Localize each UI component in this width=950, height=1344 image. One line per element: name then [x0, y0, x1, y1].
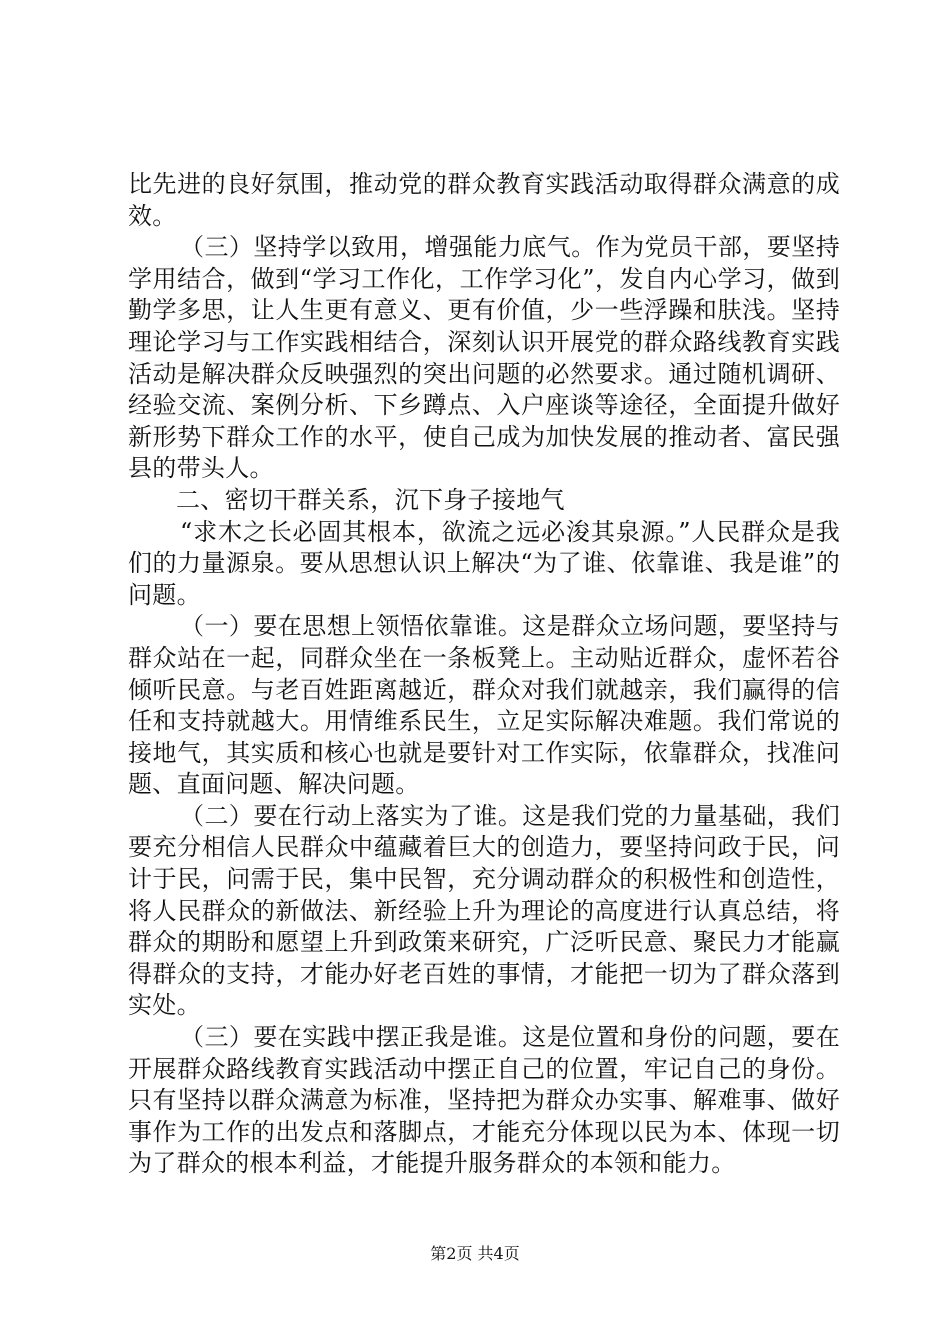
paragraph-quote-intro: “求木之长必固其根本，欲流之远必浚其泉源。”人民群众是我们的力量源泉。要从思想认识上解决“为了谁、依靠谁、我是谁”的问题。 [128, 517, 840, 609]
document-body [128, 169, 840, 1180]
section-heading-2: 二、密切干群关系，沉下身子接地气 [176, 485, 565, 514]
paragraph-item-1-rely-on-whom: （一）要在思想上领悟依靠谁。这是群众立场问题，要坚持与群众站在一起，同群众坐在一条板凳上。主动贴近群众，虚怀若谷倾听民意。与老百姓距离越近，群众对我们就越亲，我们赢得的信任和支持就越大。用情维系民生，立足实际解决难题。我们常说的接地气，其实质和核心也就是要针对工作实际，依靠群众，找准问题、直面问题、解决问题。 [128, 612, 840, 799]
paragraph-item-2-for-whom: （二）要在行动上落实为了谁。这是我们党的力量基础，我们要充分相信人民群众中蕴藏着巨大的创造力，要坚持问政于民，问计于民，问需于民，集中民智，充分调动群众的积极性和创造性，将人民群众的新做法、新经验上升为理论的高度进行认真总结，将群众的期盼和愿望上升到政策来研究，广泛听民意、聚民力才能赢得群众的支持，才能办好老百姓的事情，才能把一切为了群众落到实处。 [128, 801, 840, 1020]
paragraph-item-3-who-am-i: （三）要在实践中摆正我是谁。这是位置和身份的问题，要在开展群众路线教育实践活动中摆正自己的位置，牢记自己的身份。只有坚持以群众满意为标准，坚持把为群众办实事、解难事、做好事作为工作的出发点和落脚点，才能充分体现以民为本、体现一切为了群众的根本利益，才能提升服务群众的本领和能力。 [128, 1023, 840, 1178]
page-footer [0, 1244, 950, 1264]
paragraph-continuation: 比先进的良好氛围，推动党的群众教育实践活动取得群众满意的成效。 [128, 170, 840, 230]
page-indicator: 第2页 共4页 [430, 1244, 520, 1263]
paragraph-section-3-apply-learning: （三）坚持学以致用，增强能力底气。作为党员干部，要坚持学用结合，做到“学习工作化，工作学习化”，发自内心学习，做到勤学多思，让人生更有意义、更有价值，少一些浮躁和肤浅。坚持理论学习与工作实践相结合，深刻认识开展党的群众路线教育实践活动是解决群众反映强烈的突出问题的必然要求。通过随机调研、经验交流、案例分析、下乡蹲点、入户座谈等途径，全面提升做好新形势下群众工作的水平，使自己成为加快发展的推动者、富民强县的带头人。 [128, 233, 840, 483]
